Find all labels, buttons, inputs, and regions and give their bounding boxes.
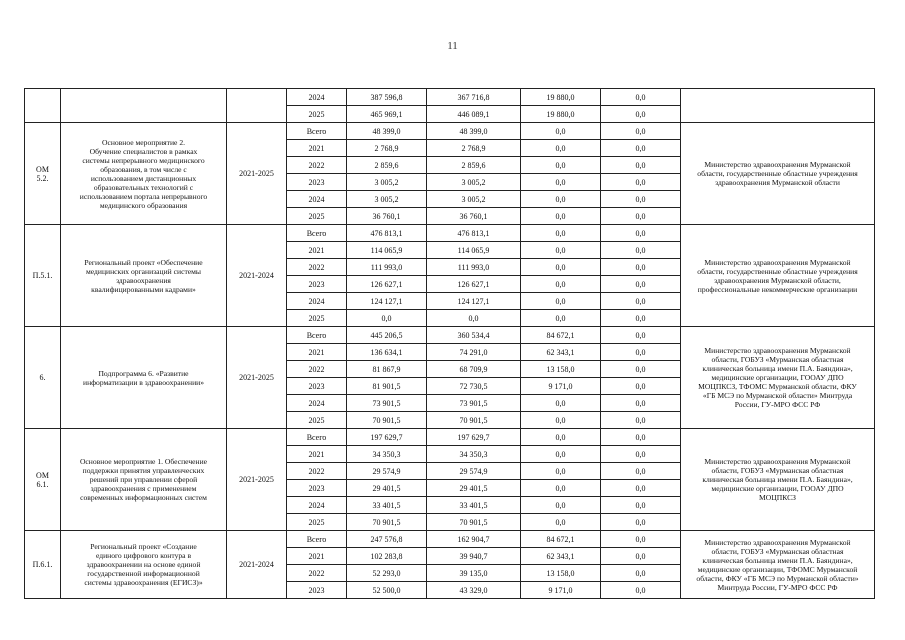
total-cell: 102 283,8 [347,548,427,565]
year-cell: 2025 [287,514,347,531]
federal-budget-cell: 0,0 [521,140,601,157]
other-sources-cell: 0,0 [601,89,681,106]
federal-budget-cell: 0,0 [521,293,601,310]
activity-executor: Министерство здравоохранения Мурманской области, государственные областные учреждения здравоохранения Мурманской области [681,123,875,225]
other-sources-cell: 0,0 [601,565,681,582]
total-cell: 136 634,1 [347,344,427,361]
federal-budget-cell: 0,0 [521,480,601,497]
regional-budget-cell: 360 534,4 [427,327,521,344]
federal-budget-cell: 0,0 [521,276,601,293]
activity-name: Региональный проект «Создание единого цифрового контура в здравоохранении на основе единой государственной информационной системы здравоохранения (ЕГИСЗ)» [61,531,227,599]
federal-budget-cell: 0,0 [521,123,601,140]
regional-budget-cell: 2 768,9 [427,140,521,157]
year-cell: 2021 [287,344,347,361]
total-cell: 29 401,5 [347,480,427,497]
activity-name: Основное мероприятие 1. Обеспечение поддержки принятия управленческих решений при управлении сферой здравоохранения с применением современных информационных систем [61,429,227,531]
federal-budget-cell: 9 171,0 [521,378,601,395]
total-cell: 114 065,9 [347,242,427,259]
total-cell: 70 901,5 [347,514,427,531]
activity-code: ОМ 5.2. [25,123,61,225]
federal-budget-cell: 84 672,1 [521,531,601,548]
federal-budget-cell: 0,0 [521,157,601,174]
year-cell: 2023 [287,480,347,497]
activity-code: П.5.1. [25,225,61,327]
table-row [25,123,875,140]
regional-budget-cell: 68 709,9 [427,361,521,378]
table-row [25,429,875,446]
activity-executor: Министерство здравоохранения Мурманской области, государственные областные учреждения здравоохранения Мурманской области, профессиональные некоммерческие организации [681,225,875,327]
activity-name: Региональный проект «Обеспечение медицинских организаций системы здравоохранения квалифицированными кадрами» [61,225,227,327]
federal-budget-cell: 84 672,1 [521,327,601,344]
year-cell: 2025 [287,310,347,327]
federal-budget-cell: 0,0 [521,395,601,412]
other-sources-cell: 0,0 [601,174,681,191]
regional-budget-cell: 367 716,8 [427,89,521,106]
year-cell: Всего [287,225,347,242]
other-sources-cell: 0,0 [601,446,681,463]
total-cell: 52 500,0 [347,582,427,599]
total-cell: 197 629,7 [347,429,427,446]
regional-budget-cell: 73 901,5 [427,395,521,412]
other-sources-cell: 0,0 [601,157,681,174]
regional-budget-cell: 70 901,5 [427,412,521,429]
activity-period: 2021-2025 [227,327,287,429]
regional-budget-cell: 3 005,2 [427,191,521,208]
activity-executor: Министерство здравоохранения Мурманской области, ГОБУЗ «Мурманская областная клиническая больница имени П.А. Баяндина», медицинские организации, ГООАУ ДПО МОЦПКСЗ [681,429,875,531]
federal-budget-cell: 0,0 [521,310,601,327]
regional-budget-cell: 48 399,0 [427,123,521,140]
other-sources-cell: 0,0 [601,191,681,208]
total-cell: 465 969,1 [347,106,427,123]
regional-budget-cell: 162 904,7 [427,531,521,548]
year-cell: Всего [287,327,347,344]
other-sources-cell: 0,0 [601,361,681,378]
year-cell: 2023 [287,174,347,191]
regional-budget-cell: 476 813,1 [427,225,521,242]
regional-budget-cell: 29 401,5 [427,480,521,497]
regional-budget-cell: 34 350,3 [427,446,521,463]
federal-budget-cell: 0,0 [521,242,601,259]
table-row [25,225,875,242]
federal-budget-cell: 0,0 [521,412,601,429]
federal-budget-cell: 19 880,0 [521,89,601,106]
federal-budget-cell: 0,0 [521,259,601,276]
other-sources-cell: 0,0 [601,378,681,395]
year-cell: 2021 [287,242,347,259]
regional-budget-cell: 124 127,1 [427,293,521,310]
other-sources-cell: 0,0 [601,463,681,480]
federal-budget-cell: 0,0 [521,446,601,463]
other-sources-cell: 0,0 [601,412,681,429]
year-cell: 2024 [287,293,347,310]
page-number: 11 [447,40,458,52]
year-cell: 2022 [287,565,347,582]
total-cell: 0,0 [347,310,427,327]
year-cell: 2025 [287,106,347,123]
total-cell: 36 760,1 [347,208,427,225]
federal-budget-cell: 13 158,0 [521,565,601,582]
total-cell: 2 768,9 [347,140,427,157]
other-sources-cell: 0,0 [601,395,681,412]
regional-budget-cell: 43 329,0 [427,582,521,599]
table-row [25,327,875,344]
total-cell: 111 993,0 [347,259,427,276]
federal-budget-cell: 0,0 [521,463,601,480]
activity-code: П.6.1. [25,531,61,599]
name-cell [61,89,227,123]
federal-budget-cell: 0,0 [521,497,601,514]
total-cell: 48 399,0 [347,123,427,140]
year-cell: 2023 [287,276,347,293]
total-cell: 29 574,9 [347,463,427,480]
regional-budget-cell: 126 627,1 [427,276,521,293]
total-cell: 34 350,3 [347,446,427,463]
regional-budget-cell: 111 993,0 [427,259,521,276]
other-sources-cell: 0,0 [601,140,681,157]
year-cell: 2022 [287,157,347,174]
year-cell: 2022 [287,463,347,480]
regional-budget-cell: 446 089,1 [427,106,521,123]
period-cell [227,89,287,123]
regional-budget-cell: 3 005,2 [427,174,521,191]
year-cell: 2023 [287,582,347,599]
budget-table [24,88,875,599]
activity-executor: Министерство здравоохранения Мурманской области, ГОБУЗ «Мурманская областная клиническая больница имени П.А. Баяндина», медицинские организации, ГООАУ ДПО МОЦПКСЗ, ТФОМС Мурманской области, ФКУ «ГБ МСЭ по Мурманской области» Минтруда России, ГУ-МРО ФСС РФ [681,327,875,429]
year-cell: 2022 [287,259,347,276]
total-cell: 3 005,2 [347,174,427,191]
year-cell: 2024 [287,89,347,106]
federal-budget-cell: 19 880,0 [521,106,601,123]
total-cell: 33 401,5 [347,497,427,514]
other-sources-cell: 0,0 [601,327,681,344]
activity-period: 2021-2025 [227,429,287,531]
federal-budget-cell: 0,0 [521,514,601,531]
federal-budget-cell: 0,0 [521,208,601,225]
total-cell: 124 127,1 [347,293,427,310]
regional-budget-cell: 0,0 [427,310,521,327]
other-sources-cell: 0,0 [601,259,681,276]
year-cell: 2021 [287,548,347,565]
regional-budget-cell: 39 135,0 [427,565,521,582]
activity-name: Подпрограмма 6. «Развитие информатизации в здравоохранении» [61,327,227,429]
other-sources-cell: 0,0 [601,242,681,259]
federal-budget-cell: 62 343,1 [521,344,601,361]
year-cell: Всего [287,531,347,548]
regional-budget-cell: 2 859,6 [427,157,521,174]
other-sources-cell: 0,0 [601,123,681,140]
regional-budget-cell: 70 901,5 [427,514,521,531]
activity-executor: Министерство здравоохранения Мурманской области, ГОБУЗ «Мурманская областная клиническая больница имени П.А. Баяндина», медицинские организации, ТФОМС Мурманской области, ФКУ «ГБ МСЭ по Мурманской области» Минтруда России, ГУ-МРО ФСС РФ [681,531,875,599]
year-cell: 2023 [287,378,347,395]
activity-name: Основное мероприятие 2. Обучение специалистов в рамках системы непрерывного медицинского образования, в том числе с использованием дистанционных образовательных технологий с использованием портала непрерывного медицинского образования [61,123,227,225]
other-sources-cell: 0,0 [601,582,681,599]
total-cell: 126 627,1 [347,276,427,293]
other-sources-cell: 0,0 [601,429,681,446]
federal-budget-cell: 0,0 [521,174,601,191]
other-sources-cell: 0,0 [601,514,681,531]
regional-budget-cell: 29 574,9 [427,463,521,480]
other-sources-cell: 0,0 [601,344,681,361]
total-cell: 52 293,0 [347,565,427,582]
other-sources-cell: 0,0 [601,497,681,514]
year-cell: 2022 [287,361,347,378]
other-sources-cell: 0,0 [601,293,681,310]
year-cell: Всего [287,123,347,140]
activity-period: 2021-2025 [227,123,287,225]
other-sources-cell: 0,0 [601,548,681,565]
executor-cell [681,89,875,123]
year-cell: 2025 [287,412,347,429]
regional-budget-cell: 114 065,9 [427,242,521,259]
code-cell [25,89,61,123]
regional-budget-cell: 36 760,1 [427,208,521,225]
other-sources-cell: 0,0 [601,480,681,497]
year-cell: 2024 [287,497,347,514]
regional-budget-cell: 74 291,0 [427,344,521,361]
year-cell: 2024 [287,191,347,208]
federal-budget-cell: 0,0 [521,429,601,446]
activity-period: 2021-2024 [227,531,287,599]
total-cell: 445 206,5 [347,327,427,344]
table-row [25,89,875,106]
regional-budget-cell: 39 940,7 [427,548,521,565]
activity-code: ОМ 6.1. [25,429,61,531]
total-cell: 81 901,5 [347,378,427,395]
other-sources-cell: 0,0 [601,106,681,123]
table-row [25,531,875,548]
total-cell: 73 901,5 [347,395,427,412]
other-sources-cell: 0,0 [601,276,681,293]
total-cell: 3 005,2 [347,191,427,208]
year-cell: 2025 [287,208,347,225]
regional-budget-cell: 33 401,5 [427,497,521,514]
year-cell: 2021 [287,140,347,157]
year-cell: 2021 [287,446,347,463]
total-cell: 476 813,1 [347,225,427,242]
federal-budget-cell: 0,0 [521,191,601,208]
federal-budget-cell: 9 171,0 [521,582,601,599]
total-cell: 2 859,6 [347,157,427,174]
total-cell: 70 901,5 [347,412,427,429]
regional-budget-cell: 197 629,7 [427,429,521,446]
total-cell: 81 867,9 [347,361,427,378]
other-sources-cell: 0,0 [601,531,681,548]
other-sources-cell: 0,0 [601,225,681,242]
regional-budget-cell: 72 730,5 [427,378,521,395]
activity-code: 6. [25,327,61,429]
year-cell: 2024 [287,395,347,412]
federal-budget-cell: 0,0 [521,225,601,242]
federal-budget-cell: 13 158,0 [521,361,601,378]
other-sources-cell: 0,0 [601,208,681,225]
activity-period: 2021-2024 [227,225,287,327]
total-cell: 247 576,8 [347,531,427,548]
year-cell: Всего [287,429,347,446]
total-cell: 387 596,8 [347,89,427,106]
federal-budget-cell: 62 343,1 [521,548,601,565]
other-sources-cell: 0,0 [601,310,681,327]
